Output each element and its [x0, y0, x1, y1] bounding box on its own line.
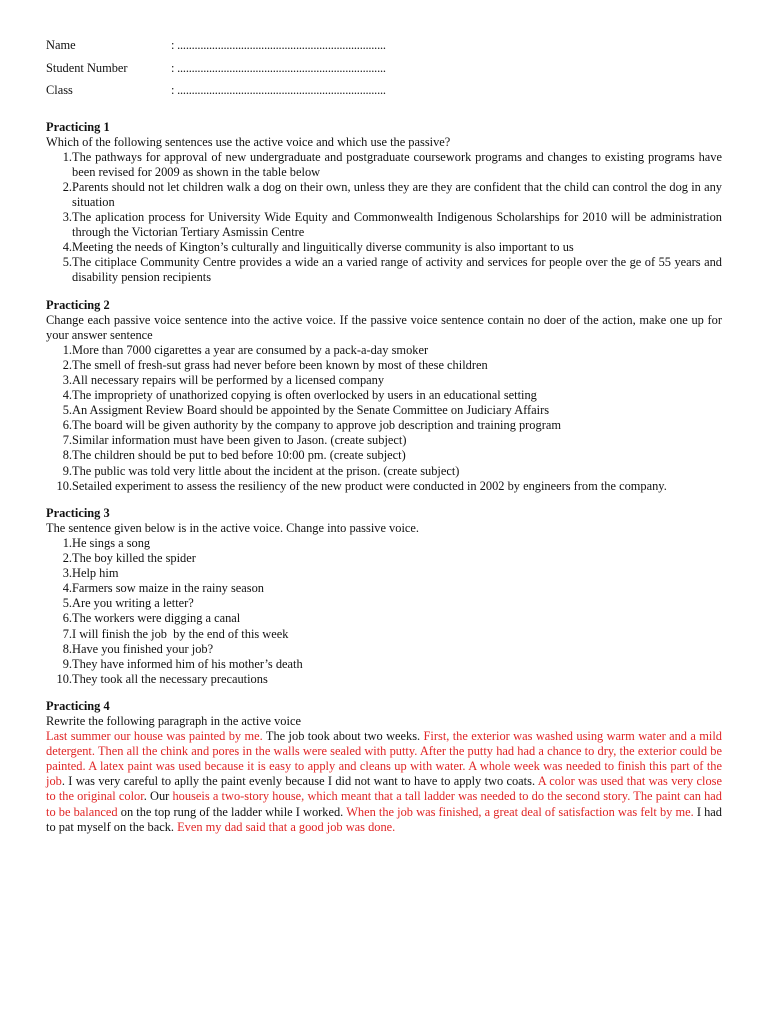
list-item [46, 479, 722, 494]
item-number: 4. [62, 240, 72, 255]
item-text: I will finish the job by the end of this week [72, 626, 289, 641]
list-item [46, 536, 722, 551]
list-item [46, 448, 722, 463]
list-item [46, 418, 722, 433]
item-number: 3. [62, 210, 72, 225]
section-practicing-2 [46, 298, 722, 494]
info-label: Class [46, 83, 73, 97]
list-item [46, 358, 722, 373]
section-instruction: Rewrite the following paragraph in the active voice [46, 713, 301, 728]
item-number: 2. [62, 357, 72, 372]
exercise-list [46, 536, 722, 687]
section-title: Practicing 3 [46, 505, 110, 520]
item-text: Help him [72, 566, 119, 581]
exercise-list [46, 343, 722, 494]
item-text: More than 7000 cigarettes a year are consumed by a pack-a-day smoker [72, 342, 429, 357]
info-label: Student Number [46, 60, 128, 75]
list-item [46, 642, 722, 657]
list-item [46, 611, 722, 626]
item-number: 2. [62, 551, 72, 566]
item-number: 5. [62, 255, 72, 270]
item-number: 1. [62, 342, 72, 357]
list-item [46, 373, 722, 388]
item-number: 4. [62, 581, 72, 596]
section-title: Practicing 1 [46, 119, 110, 134]
info-label: Name [46, 38, 76, 52]
item-number: 6. [62, 611, 72, 626]
item-text: Similar information must have been given to Jason. (create subject) [72, 433, 407, 448]
list-item [46, 596, 722, 611]
list-item [46, 464, 722, 479]
item-text: He sings a song [72, 535, 151, 550]
item-text: The boy killed the spider [72, 551, 196, 566]
list-item [46, 255, 722, 285]
exercise-list [46, 150, 722, 286]
section-instruction: Change each passive voice sentence into the active voice. If the passive voice sentence contain no doer of the action, make one up for your answer sentence [46, 312, 722, 342]
item-text: They have informed him of his mother’s death [72, 656, 303, 671]
item-number: 9. [62, 656, 72, 671]
section-practicing-4 [46, 699, 722, 835]
info-row-student-number [46, 61, 722, 84]
item-text: Are you writing a letter? [72, 596, 194, 611]
paragraph-text: The job took about two weeks. [262, 729, 424, 744]
list-item [46, 433, 722, 448]
list-item [46, 403, 722, 418]
item-number: 2. [62, 179, 72, 194]
item-number: 8. [62, 448, 72, 463]
item-number: 8. [62, 641, 72, 656]
list-item [46, 657, 722, 672]
item-number: 5. [62, 403, 72, 418]
item-text: Parents should not let children walk a dog on their own, unless they are they are confident that the child can control the dog in any situation [72, 179, 722, 209]
item-text: The smell of fresh-sut grass had never before been known by most of these children [72, 357, 488, 372]
item-text: Meeting the needs of Kington’s culturally and linguitically diverse community is also important to us [72, 240, 574, 255]
item-number: 3. [62, 566, 72, 581]
info-row-name [46, 38, 722, 61]
item-number: 10. [56, 478, 72, 493]
info-blank: : ........................................................................ [171, 60, 386, 75]
list-item [46, 210, 722, 240]
item-number: 9. [62, 463, 72, 478]
section-practicing-3 [46, 506, 722, 687]
item-number: 1. [62, 149, 72, 164]
item-number: 3. [62, 373, 72, 387]
item-text: They took all the necessary precautions [72, 671, 268, 686]
info-blank: : ........................................................................ [171, 38, 386, 52]
item-text: The impropriety of unathorized copying is often overlocked by users in an educational setting [72, 388, 537, 403]
item-number: 1. [62, 535, 72, 550]
list-item [46, 672, 722, 687]
item-text: The children should be put to bed before 10:00 pm. (create subject) [72, 448, 406, 463]
list-item [46, 581, 722, 596]
item-text: Setailed experiment to assess the resiliency of the new product were conducted in 2002 by engineers from the company. [72, 478, 667, 493]
item-text: The citiplace Community Centre provides a wide an a varied range of activity and services for people over the ge of 55 years and disability pension recipients [72, 255, 722, 285]
passive-sentence: When the job was finished, a great deal of satisfaction was felt by me. [346, 804, 694, 819]
paragraph-text: . I was very careful to aplly the paint evenly because I did not want to have to apply two coats. [61, 774, 538, 789]
item-number: 5. [62, 596, 72, 611]
item-text: Have you finished your job? [72, 641, 214, 656]
item-number: 6. [62, 418, 72, 433]
list-item [46, 566, 722, 581]
passive-sentence: Even my dad said that a good job was done. [177, 819, 396, 834]
passive-paragraph [46, 729, 722, 835]
list-item [46, 180, 722, 210]
item-text: All necessary repairs will be performed by a licensed company [72, 373, 385, 387]
list-item [46, 150, 722, 180]
section-practicing-1 [46, 120, 722, 286]
item-text: The workers were digging a canal [72, 611, 241, 626]
item-text: The public was told very little about the incident at the prison. (create subject) [72, 463, 460, 478]
passive-sentence: A color was used that was very close to the original color [46, 774, 722, 804]
item-text: Farmers sow maize in the rainy season [72, 581, 265, 596]
item-text: The pathways for approval of new undergraduate and postgraduate coursework programs and changes to existing programs have been revised for 2009 as shown in the table below [72, 149, 722, 179]
list-item [46, 551, 722, 566]
section-instruction: Which of the following sentences use the active voice and which use the passive? [46, 134, 451, 149]
item-number: 4. [62, 388, 72, 403]
item-text: The board will be given authority by the company to approve job description and training program [72, 418, 561, 433]
info-row-class [46, 83, 722, 106]
passive-sentence: First, the exterior was washed using warm water and a mild detergent. Then all the chink and pores in the walls were sealed with putty. After the putty had had a chance to dry, the exterior could be painted. A latex paint was used because it is easy to apply and cleans up with water. A whole week was needed to finish this part of the job [46, 729, 722, 789]
passive-sentence: Last summer our house was painted by me. [46, 729, 263, 744]
item-number: 7. [62, 626, 72, 641]
list-item [46, 240, 722, 255]
item-text: An Assigment Review Board should be appointed by the Senate Committee on Judiciary Affairs [72, 403, 550, 418]
list-item [46, 343, 722, 358]
paragraph-text: on the top rung of the ladder while I worked. [117, 804, 347, 819]
paragraph-text: . Our [143, 789, 173, 804]
paragraph-text: I had to pat myself on the back. [46, 804, 722, 834]
section-instruction: The sentence given below is in the active voice. Change into passive voice. [46, 520, 419, 535]
section-title: Practicing 4 [46, 698, 110, 713]
item-number: 7. [62, 433, 72, 448]
list-item [46, 627, 722, 642]
item-number: 10. [56, 671, 72, 686]
list-item [46, 388, 722, 403]
passive-sentence: houseis a two-story house, which meant that a tall ladder was needed to do the second story. The paint can had to be balanced [46, 789, 722, 819]
section-title: Practicing 2 [46, 297, 110, 312]
item-text: The aplication process for University Wide Equity and Commonwealth Indigenous Scholarships for 2010 will be administration through the Victorian Tertiary Asmissin Centre [72, 210, 722, 240]
student-info [46, 38, 722, 106]
info-blank: : ........................................................................ [171, 83, 386, 97]
